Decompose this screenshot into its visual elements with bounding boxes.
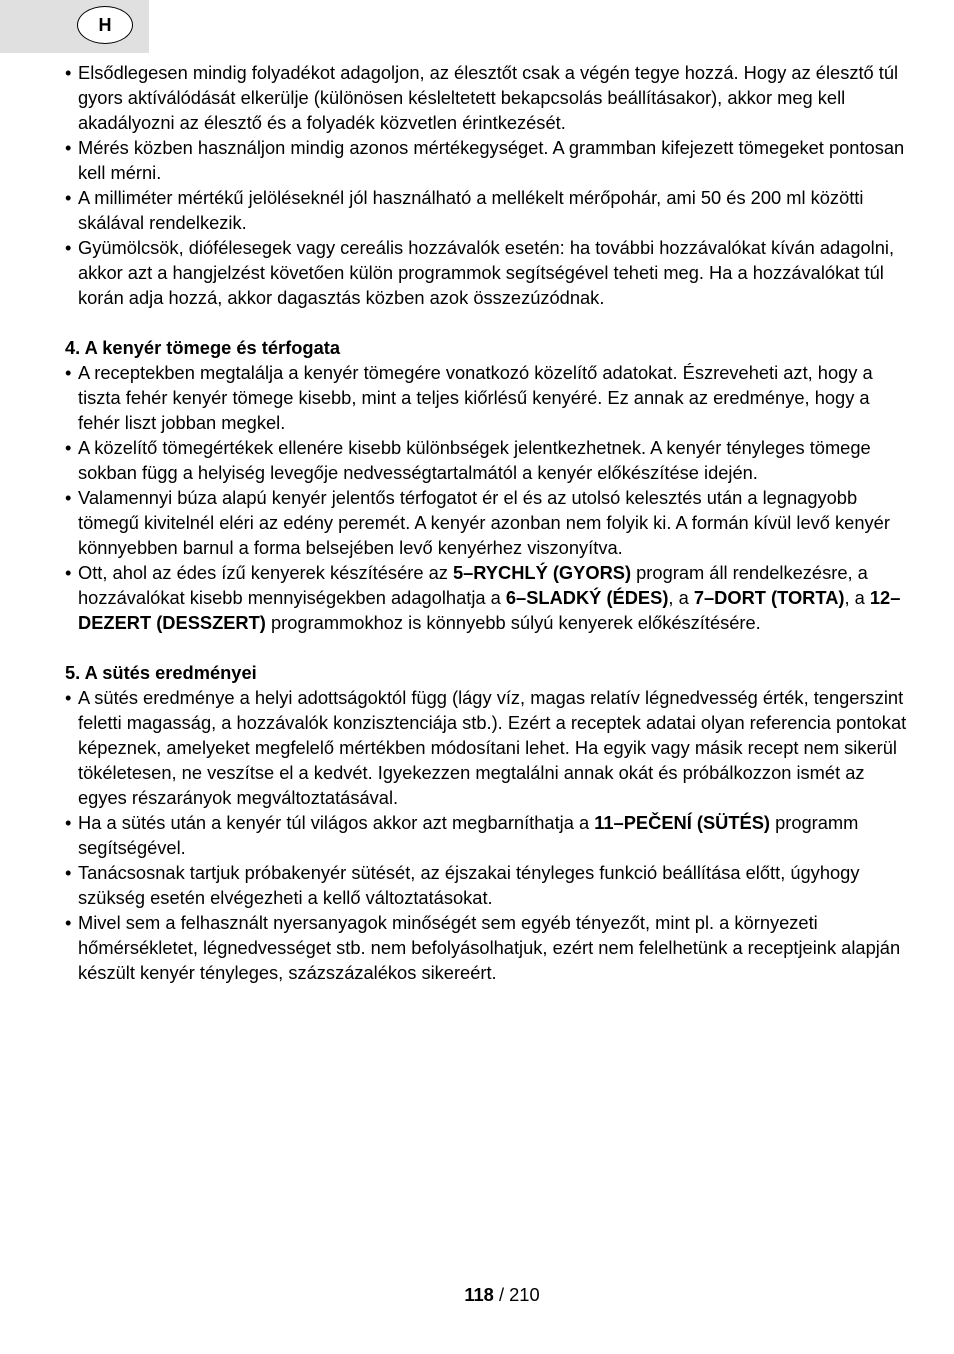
- list-item: [65, 810, 915, 860]
- list-item: • A milliméter mértékű jelöléseknél jól használható a mellékelt mérőpohár, ami 50 és 200 ml közötti skálával rendelkezik.: [65, 185, 915, 235]
- list-item: • Tanácsosnak tartjuk próbakenyér sütését, az éjszakai tényleges funkció beállítása előtt, úgyhogy szükség esetén elvégezheti a kellő változtatásokat.: [65, 860, 915, 910]
- list-item: • A receptekben megtalálja a kenyér tömegére vonatkozó közelítő adatokat. Észreveheti azt, hogy a tiszta fehér kenyér tömege kisebb, mint a teljes kiőrlésű kenyéré. Ez annak az eredménye, hogy a fehér liszt jobban megkel.: [65, 360, 915, 435]
- list-item: [65, 560, 915, 635]
- list-item: • Valamennyi búza alapú kenyér jelentős térfogatot ér el és az utolsó kelesztés után a legnagyobb tömegű kivitelnél eléri az edény peremét. A kenyér azonban nem folyik ki. A formán kívül levő kenyér könnyebben barnul a forma belsejében levő kenyérhez viszonyítva.: [65, 485, 915, 560]
- program-name: 7–DORT (TORTA): [693, 587, 845, 608]
- text-run: , a: [668, 587, 694, 608]
- spacer: [65, 635, 915, 660]
- page-number: [0, 1282, 954, 1307]
- current-page: 118: [464, 1284, 494, 1305]
- section5-bullet-list: [65, 685, 915, 985]
- page-content: [65, 60, 915, 985]
- text-run: Ott, ahol az édes ízű kenyerek készítésére az: [78, 562, 453, 583]
- program-name: 11–PEČENÍ (SÜTÉS): [594, 812, 770, 833]
- list-item: • A közelítő tömegértékek ellenére kisebb különbségek jelentkezhetnek. A kenyér tényleges tömege sokban függ a helyiség levegője nedvességtartalmától a kenyér előkészítése idején.: [65, 435, 915, 485]
- intro-bullet-list: [65, 60, 915, 310]
- text-run: programm segítségével.: [78, 812, 859, 858]
- program-name: 5–RYCHLÝ (GYORS): [452, 562, 632, 583]
- section-heading-4: 4. A kenyér tömege és térfogata: [65, 337, 340, 358]
- text-run: Ha a sütés után a kenyér túl világos akkor azt megbarníthatja a: [78, 812, 595, 833]
- text-run: program áll rendelkezésre, a hozzávalókat kisebb mennyiségekben adagolhatja a: [78, 562, 868, 608]
- section-heading-5: 5. A sütés eredményei: [65, 662, 257, 683]
- spacer: [65, 310, 915, 335]
- list-item: • Elsődlegesen mindig folyadékot adagoljon, az élesztőt csak a végén tegye hozzá. Hogy az élesztő túl gyors aktíválódását elkerülje (különösen késleltetett bekapcsolás beállításakor), akkor meg kell akadályozni az élesztő és a folyadék közvetlen érintkezését.: [65, 60, 915, 135]
- list-item: • Mérés közben használjon mindig azonos mértékegységet. A grammban kifejezett tömegeket pontosan kell mérni.: [65, 135, 915, 185]
- list-item: • Gyümölcsök, diófélesegek vagy cereális hozzávalók esetén: ha további hozzávalókat kíván adagolni, akkor azt a hangjelzést követően külön programmok segítségével teheti meg. Ha a hozzávalókat túl korán adja hozzá, akkor dagasztás közben azok összezúzódnak.: [65, 235, 915, 310]
- text-run: , a: [844, 587, 870, 608]
- total-pages: 210: [509, 1284, 540, 1305]
- text-run: programmokhoz is könnyebb súlyú kenyerek előkészítésére.: [265, 612, 761, 633]
- page-separator: /: [493, 1284, 510, 1305]
- program-name: 6–SLADKÝ (ÉDES): [505, 587, 669, 608]
- language-tab: [0, 0, 149, 53]
- section4-bullet-list: [65, 360, 915, 635]
- language-badge: H: [77, 6, 133, 44]
- list-item: • Mivel sem a felhasznált nyersanyagok minőségét sem egyéb tényezőt, mint pl. a környezeti hőmérsékletet, légnedvességet stb. nem befolyásolhatjuk, ezért nem felelhetünk a receptjeink alapján készült kenyér tényleges, százszázalékos sikereért.: [65, 910, 915, 985]
- program-name: 12–DEZERT (DESSZERT): [78, 587, 901, 633]
- list-item: • A sütés eredménye a helyi adottságoktól függ (lágy víz, magas relatív légnedvesség érték, tengerszint feletti magasság, a hozzávalók konzisztenciája stb.). Ezért a receptek adatai olyan referencia pontokat képeznek, amelyeket megfelelő mértékben módosítani lehet. Ha egyik vagy másik recept nem sikerül tökéletesen, ne veszítse el a kedvét. Igyekezzen megtalálni annak okát és próbálkozzon ismét az egyes részarányok megváltoztatásával.: [65, 685, 915, 810]
